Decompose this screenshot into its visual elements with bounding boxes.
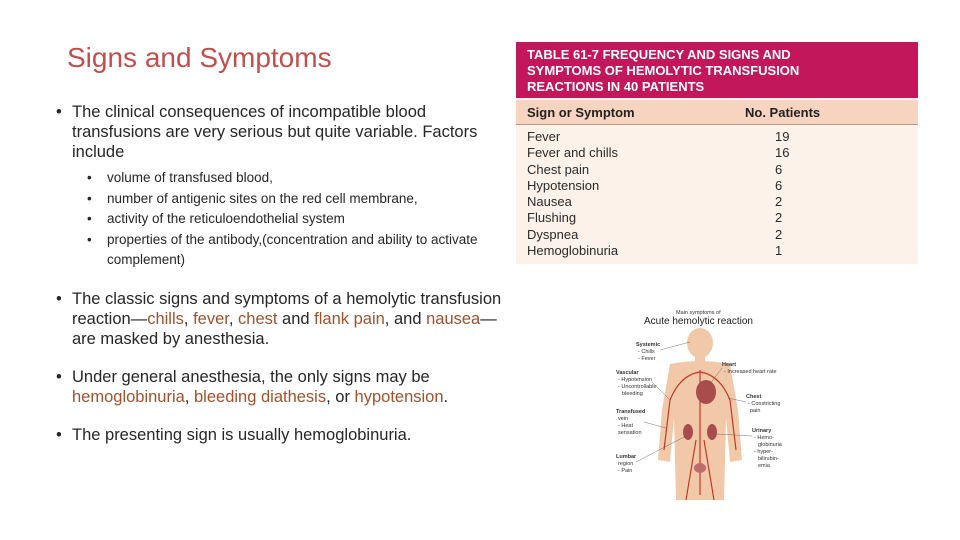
label-item: - Hypotension: [618, 377, 652, 383]
text: and: [277, 309, 315, 328]
bullet-anesthesia: [56, 367, 506, 407]
table-body: [516, 125, 918, 259]
label-vascular: Vascular: [616, 370, 639, 376]
label-item: vein: [618, 416, 629, 422]
cell-sign: Fever: [527, 129, 561, 144]
table-row: [516, 194, 918, 210]
table-row: [516, 162, 918, 178]
cell-sign: Flushing: [527, 210, 577, 226]
text: ,: [183, 309, 194, 328]
slide-title: Signs and Symptoms: [67, 42, 332, 73]
text: .: [443, 387, 449, 406]
bullet-factors: [56, 102, 506, 271]
label-item: - Constricting: [748, 401, 781, 407]
text: Under general anesthesia, the only signs may be: [72, 367, 430, 386]
cell-count: 16: [775, 145, 790, 161]
label-item: sensation: [618, 430, 642, 436]
label-item: - Heat: [618, 423, 633, 429]
cell-sign: Hypotension: [527, 177, 600, 193]
text: ,: [228, 309, 239, 328]
table-title-line: REACTIONS IN 40 PATIENTS: [527, 79, 705, 94]
heart-organ: [696, 380, 716, 404]
label-item: - Uncontrollable: [618, 384, 657, 390]
label-urinary: Urinary: [752, 428, 772, 434]
cell-sign: Chest pain: [527, 161, 590, 177]
label-chest: Chest: [746, 394, 762, 400]
label-transfused: Transfused: [616, 409, 646, 415]
cell-count: 2: [775, 194, 783, 210]
factor-item: • volume of transfused blood,: [72, 168, 506, 189]
highlight-fever: fever: [193, 309, 229, 328]
bullet-list: [56, 102, 506, 463]
cell-sign: Nausea: [527, 194, 572, 210]
highlight-bleeding-diathesis: bleeding diathesis: [194, 387, 327, 406]
text: ,: [184, 387, 194, 406]
text: —are masked by anesthesia.: [72, 309, 497, 348]
table-header-row: [516, 100, 918, 125]
table-row: [516, 129, 918, 145]
table-row: [516, 227, 918, 243]
factor-item: • properties of the antibody,(concentration and ability to activate complement): [72, 230, 506, 271]
column-header-count: No. Patients: [745, 104, 821, 120]
symptom-table: [516, 42, 918, 264]
highlight-chills: chills: [147, 309, 184, 328]
text: , or: [326, 387, 355, 406]
table-title-line: TABLE 61-7 FREQUENCY AND SIGNS AND: [527, 47, 791, 62]
label-item: - Hemo-: [754, 435, 774, 441]
figure-caption-small: Main symptoms of: [676, 310, 721, 316]
cell-count: 1: [775, 243, 783, 259]
label-item: emia: [758, 463, 770, 469]
highlight-hemoglobinuria: hemoglobinuria: [72, 387, 185, 406]
label-item: - hyper-: [754, 449, 773, 455]
cell-count: 6: [775, 161, 783, 177]
table-row: [516, 210, 918, 226]
factor-item: • number of antigenic sites on the red cell membrane,: [72, 189, 506, 210]
label-item: pain: [750, 408, 761, 414]
label-item: bilirubin-: [758, 456, 779, 462]
factor-list: [72, 168, 506, 271]
highlight-nausea: nausea: [426, 309, 481, 328]
highlight-hypotension: hypotension: [354, 387, 444, 406]
label-item: - Increased heart rate: [724, 369, 777, 375]
body-illustration: [600, 300, 800, 500]
label-item: region: [618, 461, 634, 467]
label-item: - Fever: [638, 356, 656, 362]
cell-sign: Hemoglobinuria: [527, 243, 619, 259]
table-row: [516, 178, 918, 194]
kidney-right: [707, 424, 717, 440]
column-header-sign: Sign or Symptom: [527, 104, 635, 120]
table-title: [516, 42, 918, 98]
kidney-left: [683, 424, 693, 440]
table-title-line: SYMPTOMS OF HEMOLYTIC TRANSFUSION: [527, 63, 800, 78]
cell-count: 6: [775, 177, 783, 193]
highlight-chest: chest: [238, 309, 278, 328]
table-row: [516, 243, 918, 259]
text: , and: [384, 309, 427, 328]
label-item: - Chills: [638, 349, 655, 355]
bullet-presenting-sign: [56, 425, 506, 445]
highlight-flank-pain: flank pain: [314, 309, 385, 328]
cell-sign: Dyspnea: [527, 226, 579, 242]
bladder-organ: [694, 463, 706, 473]
cell-count: 2: [775, 210, 783, 226]
cell-count: 19: [775, 129, 790, 144]
cell-count: 2: [775, 226, 783, 242]
label-systemic: Systemic: [636, 342, 661, 348]
table-row: [516, 145, 918, 161]
cell-sign: Fever and chills: [527, 145, 619, 161]
label-item: globinuria: [758, 442, 782, 448]
label-lumbar: Lumbar: [616, 454, 637, 460]
bullet-factors-text: The clinical consequences of incompatible blood transfusions are very serious but quite variable. Factors include: [72, 103, 478, 161]
labels-left: [616, 342, 660, 474]
factor-item: • activity of the reticuloendothelial system: [72, 209, 506, 230]
text: The presenting sign is usually hemoglobinuria.: [72, 425, 412, 444]
label-heart: Heart: [722, 362, 737, 368]
label-item: bleeding: [622, 391, 643, 397]
hemolytic-reaction-figure: [600, 300, 800, 500]
text: The classic signs and symptoms of a hemolytic transfusion reaction—: [72, 289, 502, 328]
label-item: - Pain: [618, 468, 633, 474]
figure-caption: Acute hemolytic reaction: [644, 316, 753, 327]
bullet-classic-signs: [56, 289, 506, 349]
